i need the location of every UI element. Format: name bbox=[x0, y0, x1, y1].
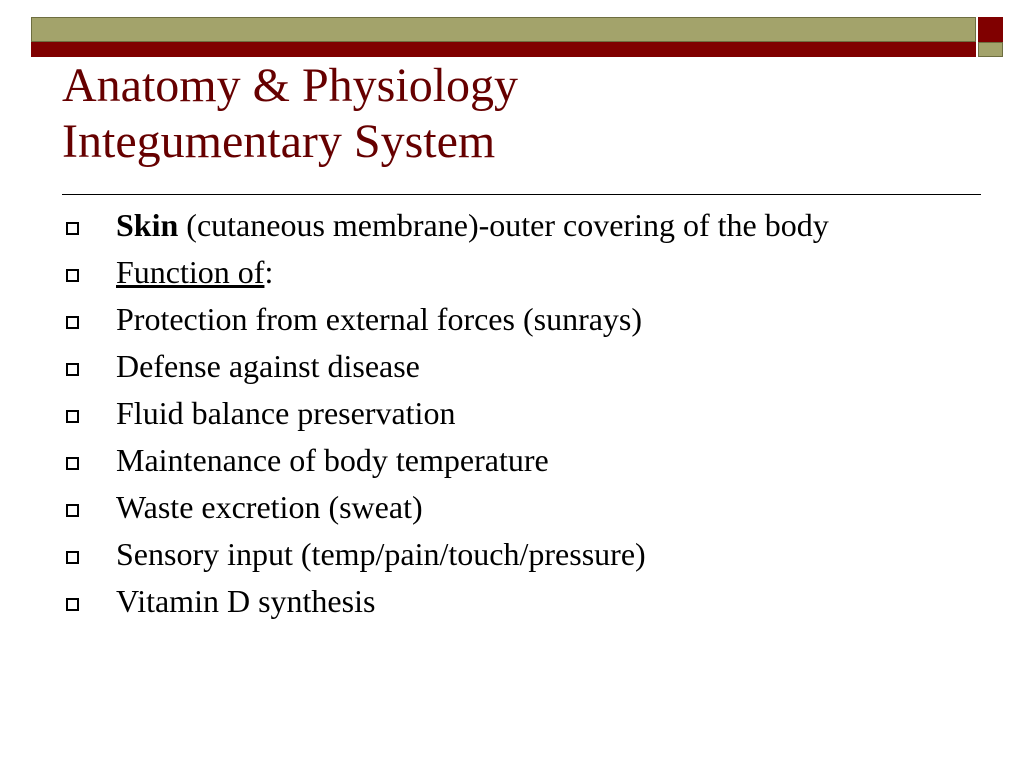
header-square-maroon bbox=[978, 17, 1003, 42]
slide-title bbox=[62, 58, 962, 170]
bullet-text: Sensory input (temp/pain/touch/pressure) bbox=[116, 536, 646, 572]
title-line-2: Integumentary System bbox=[62, 115, 496, 168]
list-item bbox=[62, 301, 962, 338]
square-bullet-icon bbox=[66, 222, 79, 235]
square-bullet-icon bbox=[66, 269, 79, 282]
bullet-bold-term: Skin bbox=[116, 207, 179, 243]
list-item bbox=[62, 395, 962, 432]
square-bullet-icon bbox=[66, 363, 79, 376]
list-item bbox=[62, 348, 962, 385]
list-item bbox=[62, 489, 962, 526]
bullet-text: Defense against disease bbox=[116, 348, 420, 384]
square-bullet-icon bbox=[66, 551, 79, 564]
list-item bbox=[62, 583, 962, 620]
square-bullet-icon bbox=[66, 316, 79, 329]
square-bullet-icon bbox=[66, 457, 79, 470]
list-item bbox=[62, 442, 962, 479]
title-divider bbox=[62, 194, 981, 195]
title-line-1: Anatomy & Physiology bbox=[62, 59, 519, 112]
header-square-olive bbox=[978, 42, 1003, 57]
header-bar-olive bbox=[31, 17, 976, 42]
bullet-text: Vitamin D synthesis bbox=[116, 583, 376, 619]
square-bullet-icon bbox=[66, 410, 79, 423]
header-bar-maroon bbox=[31, 42, 976, 57]
list-item bbox=[62, 207, 962, 244]
list-item bbox=[62, 254, 962, 291]
bullet-text: (cutaneous membrane)-outer covering of the body bbox=[178, 207, 829, 243]
square-bullet-icon bbox=[66, 504, 79, 517]
bullet-text: Protection from external forces (sunrays) bbox=[116, 301, 643, 337]
square-bullet-icon bbox=[66, 598, 79, 611]
bullet-underlined-term: Function of bbox=[116, 254, 265, 290]
bullet-list bbox=[62, 207, 962, 630]
bullet-text: Maintenance of body temperature bbox=[116, 442, 549, 478]
bullet-text: Waste excretion (sweat) bbox=[116, 489, 423, 525]
bullet-text: : bbox=[264, 254, 274, 290]
list-item bbox=[62, 536, 962, 573]
bullet-text: Fluid balance preservation bbox=[116, 395, 456, 431]
